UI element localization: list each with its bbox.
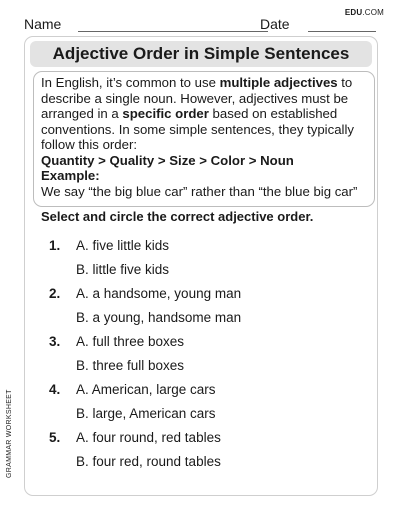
example-label: Example:	[41, 168, 100, 183]
site-logo	[345, 8, 384, 17]
info-bold-1: multiple adjectives	[219, 75, 338, 90]
date-label: Date	[260, 16, 290, 32]
side-label: GRAMMAR WORKSHEET	[6, 389, 13, 478]
question-number: 1.	[49, 238, 61, 253]
order-rule: Quantity > Quality > Size > Color > Noun	[41, 152, 294, 168]
name-line	[78, 31, 268, 32]
option-b[interactable]: B. four red, round tables	[76, 454, 221, 469]
option-a[interactable]: A. American, large cars	[76, 382, 216, 397]
worksheet-card	[24, 36, 378, 496]
instruction: Select and circle the correct adjective order.	[41, 209, 314, 224]
option-b[interactable]: B. large, American cars	[76, 406, 216, 421]
logo-text: EDU	[344, 8, 363, 17]
question-number: 4.	[49, 382, 61, 397]
info-text-2: to describe a single noun. However, adjectives must be arranged in a	[41, 75, 353, 121]
info-bold-2: specific order	[122, 106, 209, 121]
logo-suffix: .COM	[362, 8, 384, 17]
question-number: 3.	[49, 334, 61, 349]
info-text-1: In English, it’s common to use	[41, 75, 220, 90]
name-label: Name	[24, 16, 62, 32]
option-b[interactable]: B. three full boxes	[76, 358, 185, 373]
info-box	[33, 71, 375, 207]
date-line	[308, 31, 376, 32]
example-text: We say “the big blue car” rather than “the blue big car”	[41, 183, 358, 199]
page-title: Adjective Order in Simple Sentences	[30, 41, 372, 67]
option-b[interactable]: B. little five kids	[76, 262, 170, 277]
worksheet-header	[24, 14, 376, 34]
question-number: 2.	[49, 286, 61, 301]
option-a[interactable]: A. five little kids	[76, 238, 170, 253]
option-b[interactable]: B. a young, handsome man	[76, 310, 242, 325]
option-a[interactable]: A. a handsome, young man	[76, 286, 242, 301]
option-a[interactable]: A. full three boxes	[76, 334, 185, 349]
option-a[interactable]: A. four round, red tables	[76, 430, 221, 445]
question-number: 5.	[49, 430, 61, 445]
info-text-3: based on established conventions. In some simple sentences, they typically follow this order:	[41, 106, 354, 152]
